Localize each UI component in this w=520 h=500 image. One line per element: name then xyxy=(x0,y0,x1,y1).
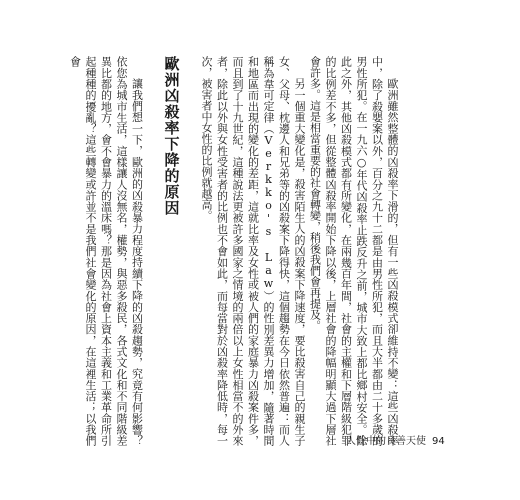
paragraph-1: 歐洲雖然整體的凶殺率下滑的，但有一些凶殺模式卻維持不變：這些凶殺率中，除了殺嬰案以外，百分之九十二都是由男性所犯，而且大半都由二十多歲的男性所犯。在一九六○年代凶殺率止跌反升之前，城市大致上都比鄉村安全。除此之外，其他凶殺模式都有所變化，在兩幾百年間，社會的主權和下層階級犯罪的比例差不多，但從整體凶殺率開始下降以後，上層社會的降幅明顯大過下層社會許多。這是相當重要的社會轉變，稍後我們會再提及。 xyxy=(308,56,399,446)
page-number: 94 xyxy=(432,436,445,447)
body-text xyxy=(67,56,400,446)
page-footer xyxy=(346,432,445,447)
paragraph-3: 讓我們想一下，歐洲的凶殺暴力程度持續下降的凶殺趨勢，究竟有何影響？依您為城市生活，這樣讓人沒無名，權勢，與惡多殺民，各式文化和不同階級差異比都的地方，會不會暴力的溫床嗎？那是因為社會上資本主義和工業革命所引起種種的擾亂？這些轉變或許並不是我們社會變化的原因，在這裡生活；以我們會 xyxy=(68,56,144,446)
section-heading: 歐洲凶殺率下降的原因 xyxy=(162,56,181,216)
running-title: 人性中的良善天使 xyxy=(346,436,426,447)
paragraph-2: 另一個重大變化是，殺害陌生人的凶殺案下降速度，要比殺害自己的親生子女、父母、枕邊人和兄弟等的凶殺案下降得快，這個趨勢在今日依然普遍：而人稱為韋可定律（Verkko's Law）的性別差異力增加，隨著時間和地區而出現的變化的差距，這就比率及女性或被人們的家庭暴力凶殺案件多，而且到了十九世紀，這種說法更被許多國家之情境的兩倍以上女性相當不的外來者，除此以外與女性受害者的比例也不會如此，而每當對於凶殺率降低時，每一次，被害者中女性的比例就越高。 xyxy=(200,56,306,446)
